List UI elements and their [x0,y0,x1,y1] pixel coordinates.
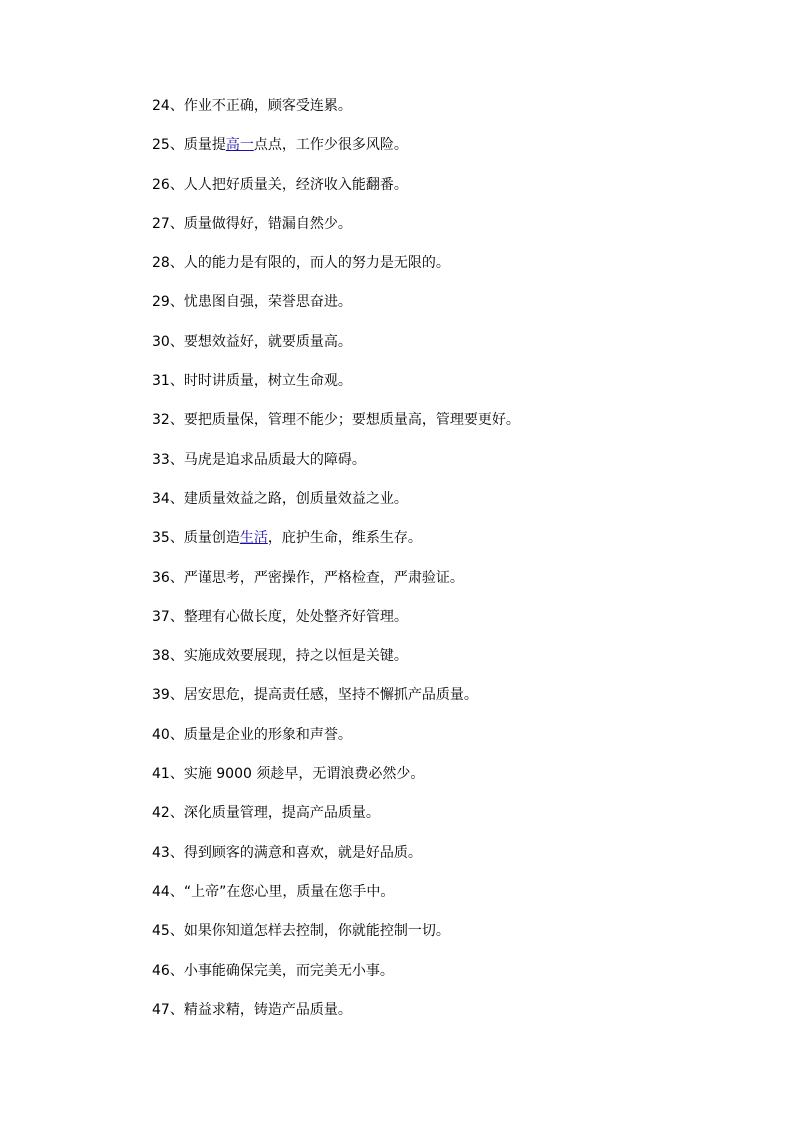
list-item-text: 点点，工作少很多风险。 [253,137,408,154]
list-item [152,134,712,173]
list-item: 31、时时讲质量，树立生命观。 [152,373,352,390]
list-item: 46、小事能确保完美，而完美无小事。 [152,962,394,979]
link-gaoyi[interactable]: 高一 [225,137,254,154]
list-item: 38、实施成效要展现，持之以恒是关键。 [152,648,408,665]
list-item-text: 35、质量创造 [152,530,240,547]
list-item: 26、人人把好质量关，经济收入能翻番。 [152,176,408,193]
list-item: 24、作业不正确，顾客受连累。 [152,98,352,114]
list-item: 40、质量是企业的形象和声誉。 [152,726,352,743]
slogan-list [152,95,712,1038]
list-item: 43、得到顾客的满意和喜欢，就是好品质。 [152,844,422,861]
list-item-text: ，庇护生命，维系生存。 [267,530,422,547]
list-item: 47、精益求精，铸造产品质量。 [152,1001,352,1018]
list-item: 41、实施 9000 须趁早，无谓浪费必然少。 [152,766,425,783]
list-item: 36、严谨思考，严密操作，严格检查，严肃验证。 [152,569,464,586]
list-item: 29、忧患图自强，荣誉思奋进。 [152,294,352,311]
list-item: 27、质量做得好，错漏自然少。 [152,215,352,232]
list-item: 34、建质量效益之路，创质量效益之业。 [152,490,408,507]
list-item: 44、“上帝”在您心里，质量在您手中。 [152,883,395,900]
list-item: 39、居安思危，提高责任感，坚持不懈抓产品质量。 [152,687,478,704]
list-item: 45、如果你知道怎样去控制，你就能控制一切。 [152,923,450,940]
list-item: 30、要想效益好，就要质量高。 [152,333,352,350]
list-item: 28、人的能力是有限的，而人的努力是无限的。 [152,255,450,272]
list-item: 42、深化质量管理，提高产品质量。 [152,805,380,822]
list-item-text: 25、质量提 [152,137,226,154]
list-item [152,527,712,566]
list-item: 33、马虎是追求品质最大的障碍。 [152,451,366,468]
list-item: 32、要把质量保，管理不能少；要想质量高，管理要更好。 [152,412,520,429]
list-item: 37、整理有心做长度，处处整齐好管理。 [152,608,408,625]
link-shenghuo[interactable]: 生活 [239,530,268,547]
